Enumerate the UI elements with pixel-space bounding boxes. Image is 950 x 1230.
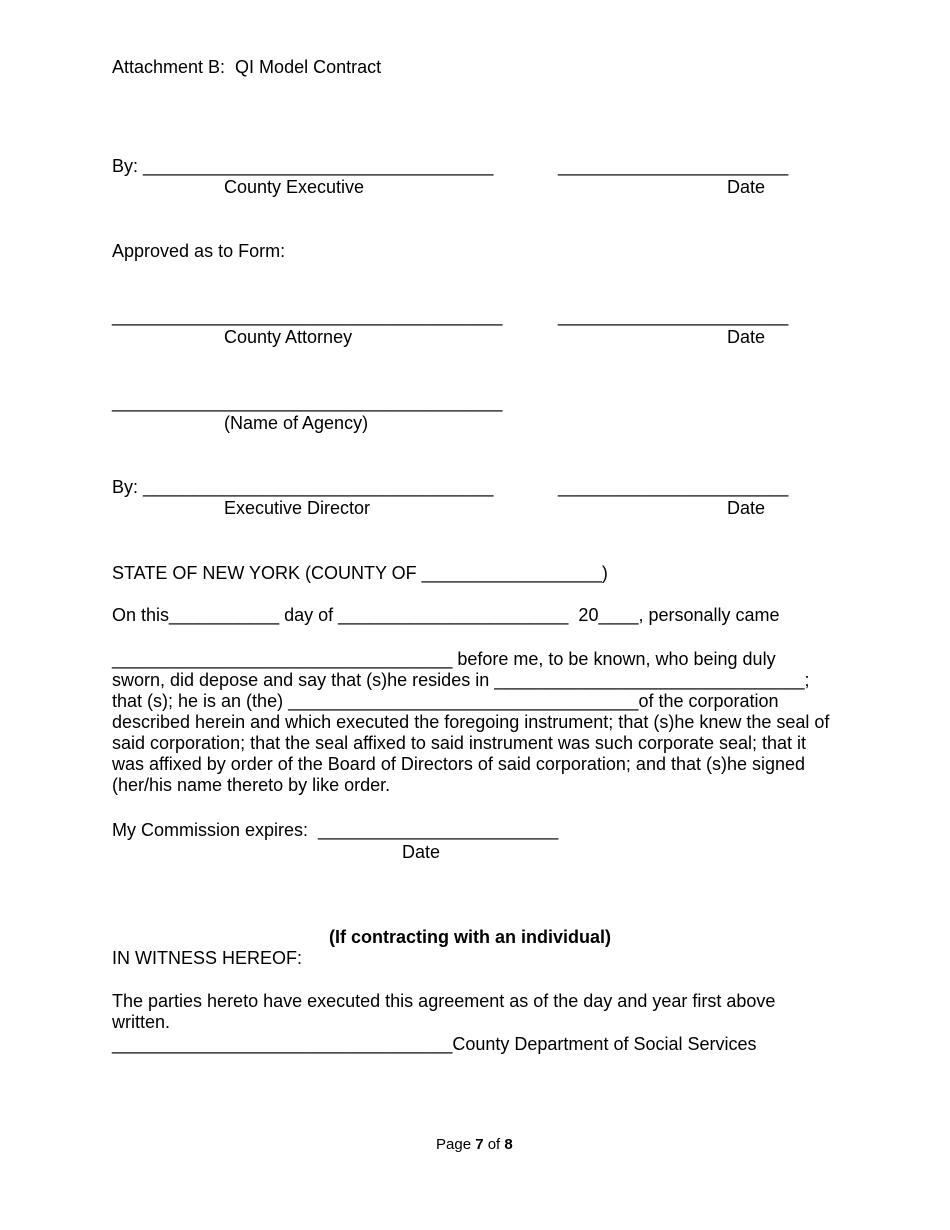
executive-director-date-label: Date — [727, 498, 766, 518]
notary-line-1: __________________________________ before me, to be known, who being duly — [112, 649, 776, 669]
executive-director-signature-line: By: ___________________________________ — [112, 477, 494, 497]
agency-name-label: (Name of Agency) — [224, 413, 369, 433]
county-executive-date-label: Date — [727, 177, 766, 197]
county-executive-signature-line: By: ___________________________________ — [112, 156, 494, 176]
executive-director-date-line: _______________________ — [558, 477, 789, 497]
page-current: 7 — [475, 1136, 484, 1153]
dss-signature-line: __________________________________County Department of Social Services — [112, 1034, 757, 1054]
page-number-footer — [436, 1134, 513, 1155]
state-county-line: STATE OF NEW YORK (COUNTY OF __________________) — [112, 563, 608, 583]
page-of: of — [483, 1136, 505, 1153]
on-this-day-line: On this___________ day of _______________________ 20____, personally came — [112, 605, 780, 625]
county-executive-date-line: _______________________ — [558, 156, 789, 176]
page-prefix: Page — [436, 1136, 476, 1153]
executive-director-label: Executive Director — [224, 498, 371, 518]
county-executive-label: County Executive — [224, 177, 365, 197]
county-attorney-date-label: Date — [727, 327, 766, 347]
page-header-title: Attachment B: QI Model Contract — [112, 57, 382, 77]
page-total: 8 — [504, 1136, 513, 1153]
notary-body-paragraph: described herein and which executed the foregoing instrument; that (s)he knew the seal of said corporation; that the seal affixed to said instrument was such corporate seal; that it was affixed by order of the Board of Directors of said corporation; and that (s)he signed (her/his name thereto by like order. — [112, 712, 830, 795]
parties-executed-paragraph: The parties hereto have executed this agreement as of the day and year first above written. — [112, 991, 776, 1032]
county-attorney-label: County Attorney — [224, 327, 353, 347]
agency-name-line: _______________________________________ — [112, 392, 503, 412]
notary-line-3: that (s); he is an (the) ___________________________________of the corporation — [112, 691, 779, 711]
county-attorney-signature-line: _______________________________________ — [112, 306, 503, 326]
in-witness-hereof-label: IN WITNESS HEREOF: — [112, 948, 303, 968]
individual-contract-heading: (If contracting with an individual) — [329, 927, 611, 947]
commission-expires-line: My Commission expires: ________________________ — [112, 820, 559, 840]
approved-as-to-form-label: Approved as to Form: — [112, 241, 286, 261]
notary-line-2: sworn, did depose and say that (s)he resides in _______________________________; — [112, 670, 810, 690]
commission-date-label: Date — [402, 842, 441, 862]
county-attorney-date-line: _______________________ — [558, 306, 789, 326]
